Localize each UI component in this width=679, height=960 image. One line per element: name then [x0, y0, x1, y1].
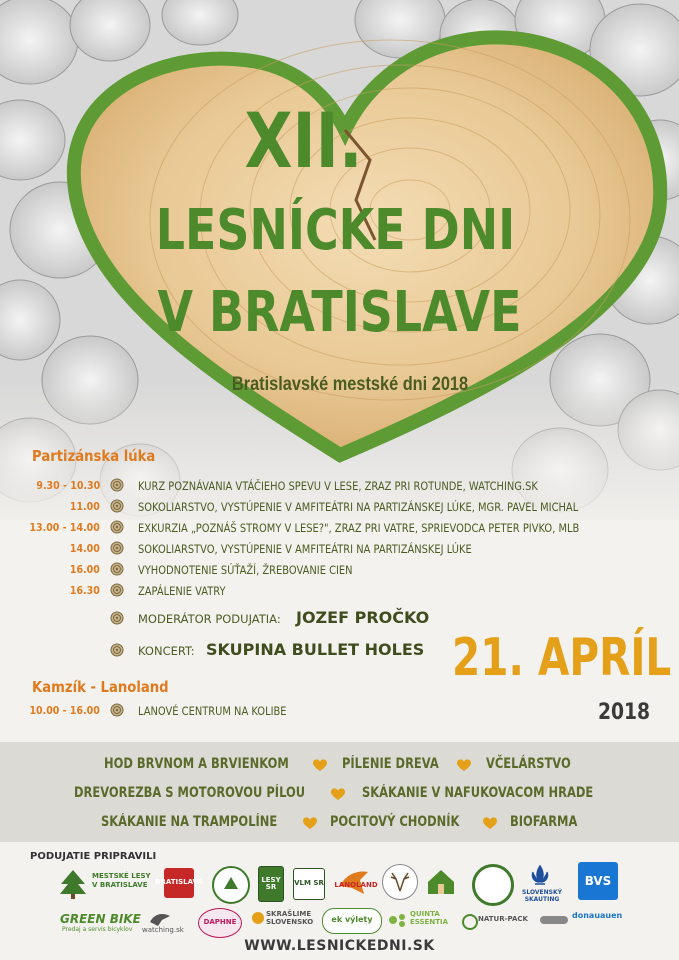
logo-lesy-sr: LESY SR [258, 866, 284, 902]
fleur-de-lis-icon [527, 864, 553, 890]
tree-ring-icon [110, 703, 124, 717]
logo-skauting: SLOVENSKÝ SKAUTING [522, 889, 562, 903]
activity-item: HOD BRVNOM A BRVIENKOM [104, 756, 289, 772]
program-row [0, 519, 679, 539]
moderator-label: MODERÁTOR PODUJATIA: [138, 612, 281, 626]
tree-ring-icon [110, 562, 124, 576]
program-time: 16.30 [70, 584, 100, 597]
event-year: 2018 [598, 700, 651, 725]
logo-green-bike: GREEN BIKE [60, 912, 141, 926]
logo-skraslime: SKRAŠLIME SLOVENSKO [266, 910, 314, 927]
round-forest-emblem-icon [212, 866, 250, 904]
title-event-name: LESNÍCKE DNI [155, 198, 516, 263]
program-row [0, 582, 679, 602]
program-description: LANOVÉ CENTRUM NA KOLIBE [138, 704, 287, 718]
heart-icon [302, 815, 318, 831]
program-description: SOKOLIARSTVO, VYSTÚPENIE V AMFITEÁTRI NA PARTIZÁNSKEJ LÚKE [138, 542, 472, 556]
activity-item: DREVOREZBA S MOTOROVOU PÍLOU [74, 785, 306, 801]
tree-ring-icon [110, 478, 124, 492]
logo-lanoland: LANOLAND [334, 881, 378, 890]
heart-icon [456, 757, 472, 773]
program-row [0, 561, 679, 581]
program-time: 16.00 [70, 563, 100, 576]
section-heading-partizanska-luka: Partizánska lúka [32, 447, 156, 465]
concert-name: SKUPINA BULLET HOLES [206, 640, 425, 659]
program-description: EXKURZIA „POZNÁŠ STROMY V LESE?", ZRAZ PRI VATRE, SPRIEVODCA PETER PIVKO, MLB [138, 521, 580, 535]
heart-icon [482, 815, 498, 831]
sponsors-label: PODUJATIE PRIPRAVILI [30, 851, 157, 862]
deer-emblem-icon [382, 864, 418, 900]
program-description: ZAPÁLENIE VATRY [138, 584, 226, 598]
activity-item: SKÁKANIE NA TRAMPOLÍNE [101, 814, 278, 830]
house-emblem-icon [424, 864, 458, 900]
activity-item: POCITOVÝ CHODNÍK [330, 814, 460, 830]
heart-icon [312, 757, 328, 773]
program-time: 10.00 - 16.00 [29, 704, 100, 717]
recycle-logo-icon [462, 914, 478, 930]
program-row [0, 477, 679, 497]
tree-ring-icon [110, 520, 124, 534]
molecule-logo-icon [388, 912, 408, 928]
program-time: 13.00 - 14.00 [29, 521, 100, 534]
tree-ring-icon [110, 541, 124, 555]
round-society-emblem-icon [472, 864, 514, 906]
logo-ekovylety: ek výlety [322, 908, 382, 934]
activity-item: PÍLENIE DREVA [342, 756, 439, 772]
logo-bratislava: BRATISLAVA [164, 868, 194, 898]
program-description: KURZ POZNÁVANIA VTÁČIEHO SPEVU V LESE, ZRAZ PRI ROTUNDE, WATCHING.SK [138, 479, 538, 493]
tree-ring-icon [110, 583, 124, 597]
title-location: V BRATISLAVE [157, 280, 522, 345]
website-link[interactable]: WWW.LESNICKEDNI.SK [244, 938, 435, 954]
tree-ring-icon [110, 499, 124, 513]
logo-daphne: DAPHNE [198, 908, 242, 938]
program-description: VYHODNOTENIE SÚŤAŽÍ, ŽREBOVANIE CIEN [138, 563, 353, 577]
program-time: 14.00 [70, 542, 100, 555]
logo-donauauen: donauauen [572, 911, 623, 920]
program-row [0, 540, 679, 560]
title-edition: XII. [244, 96, 363, 185]
tree-ring-icon [110, 643, 124, 657]
logo-natur-pack: NATUR-PACK [478, 915, 528, 923]
sun-logo-icon [252, 912, 264, 924]
program-row [0, 498, 679, 518]
program-time: 9.30 - 10.30 [36, 479, 100, 492]
logo-green-bike-tagline: Predaj a servis bicyklov [62, 926, 133, 933]
heart-icon [330, 786, 346, 802]
tree-logo-icon [58, 868, 88, 900]
subtitle: Bratislavské mestské dni 2018 [231, 374, 469, 395]
tree-ring-icon [110, 611, 124, 625]
logo-bvs: BVS [578, 862, 618, 900]
logo-vlm: VLM SR [293, 868, 325, 900]
program-row [0, 702, 679, 722]
section-heading-kamzik: Kamzík - Lanoland [32, 678, 169, 696]
logo-mestske-lesy: MESTSKÉ LESY V BRATISLAVE [92, 872, 151, 890]
moderator-name: JOZEF PROČKO [296, 608, 430, 627]
concert-label: KONCERT: [138, 644, 195, 658]
program-time: 11.00 [70, 500, 100, 513]
small-partner-logo-icon [540, 916, 568, 924]
activity-item: BIOFARMA [510, 814, 578, 830]
event-date: 21. APRÍL [452, 628, 672, 688]
moderator-row [0, 608, 679, 628]
activity-item: SKÁKANIE V NAFUKOVACOM HRADE [362, 785, 594, 801]
activity-item: VČELÁRSTVO [486, 756, 571, 772]
program-description: SOKOLIARSTVO, VYSTÚPENIE V AMFITEÁTRI NA PARTIZÁNSKEJ LÚKE, MGR. PAVEL MICHAL [138, 500, 579, 514]
logo-watching: watching.sk [142, 926, 184, 934]
logo-quinta-essentia: QUINTA ESSENTIA [410, 910, 448, 927]
